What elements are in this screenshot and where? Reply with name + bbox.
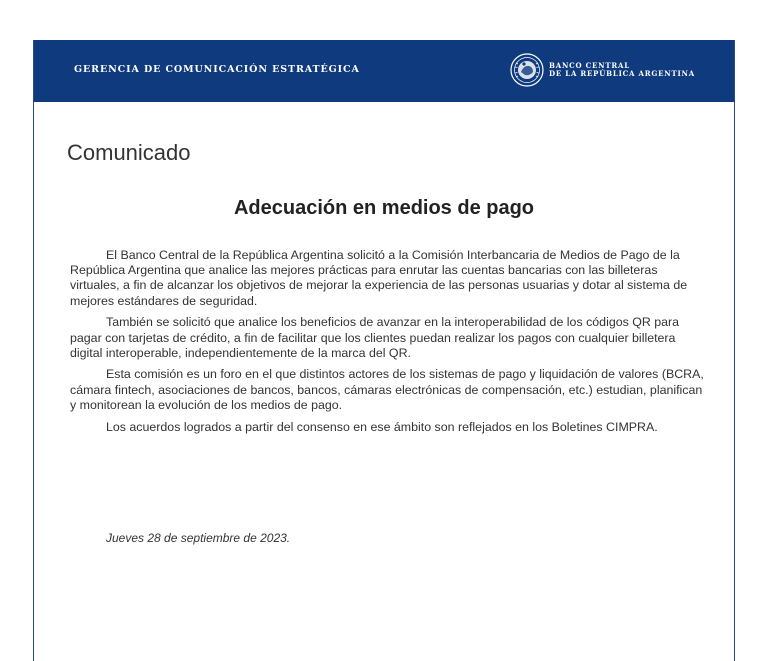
page-header (34, 40, 734, 102)
paragraph: Esta comisión es un foro en el que distintos actores de los sistemas de pago y liquidación de valores (BCRA, cámara fintech, asociaciones de bancos, bancos, cámaras electrónicas de compensación, etc.) estudian, planifican y monitorean la evolución de los medios de pago. (70, 367, 704, 412)
logo-line-1: BANCO CENTRAL (549, 61, 630, 70)
department-title: GERENCIA DE COMUNICACIÓN ESTRATÉGICA (74, 64, 360, 75)
press-release-page (33, 40, 735, 661)
document-body (70, 248, 706, 441)
paragraph: También se solicitó que analice los beneficios de avanzar en la interoperabilidad de los códigos QR para pagar con tarjetas de crédito, a fin de facilitar que los clientes puedan realizar los pagos con cualquier billetera digital interoperable, independientemente de la marca del QR. (70, 315, 680, 360)
bcra-logo-text (549, 62, 695, 78)
paragraph: El Banco Central de la República Argentina solicitó a la Comisión Interbancaria de Medios de Pago de la República Argentina que analice las mejores prácticas para enrutar las cuentas bancarias con las billeteras virtuales, a fin de alcanzar los objetivos de mejorar la experiencia de las personas usuarias y dotar al sistema de mejores estándares de seguridad. (70, 248, 688, 308)
bcra-seal-icon (510, 53, 544, 87)
document-date: Jueves 28 de septiembre de 2023. (106, 531, 291, 545)
document-type: Comunicado (67, 140, 191, 165)
document-title: Adecuación en medios de pago (233, 197, 535, 219)
logo-line-2: DE LA REPÚBLICA ARGENTINA (549, 69, 695, 78)
bcra-logo (510, 52, 695, 88)
paragraph: Los acuerdos logrados a partir del consenso en ese ámbito son reflejados en los Boletines CIMPRA. (106, 419, 658, 434)
